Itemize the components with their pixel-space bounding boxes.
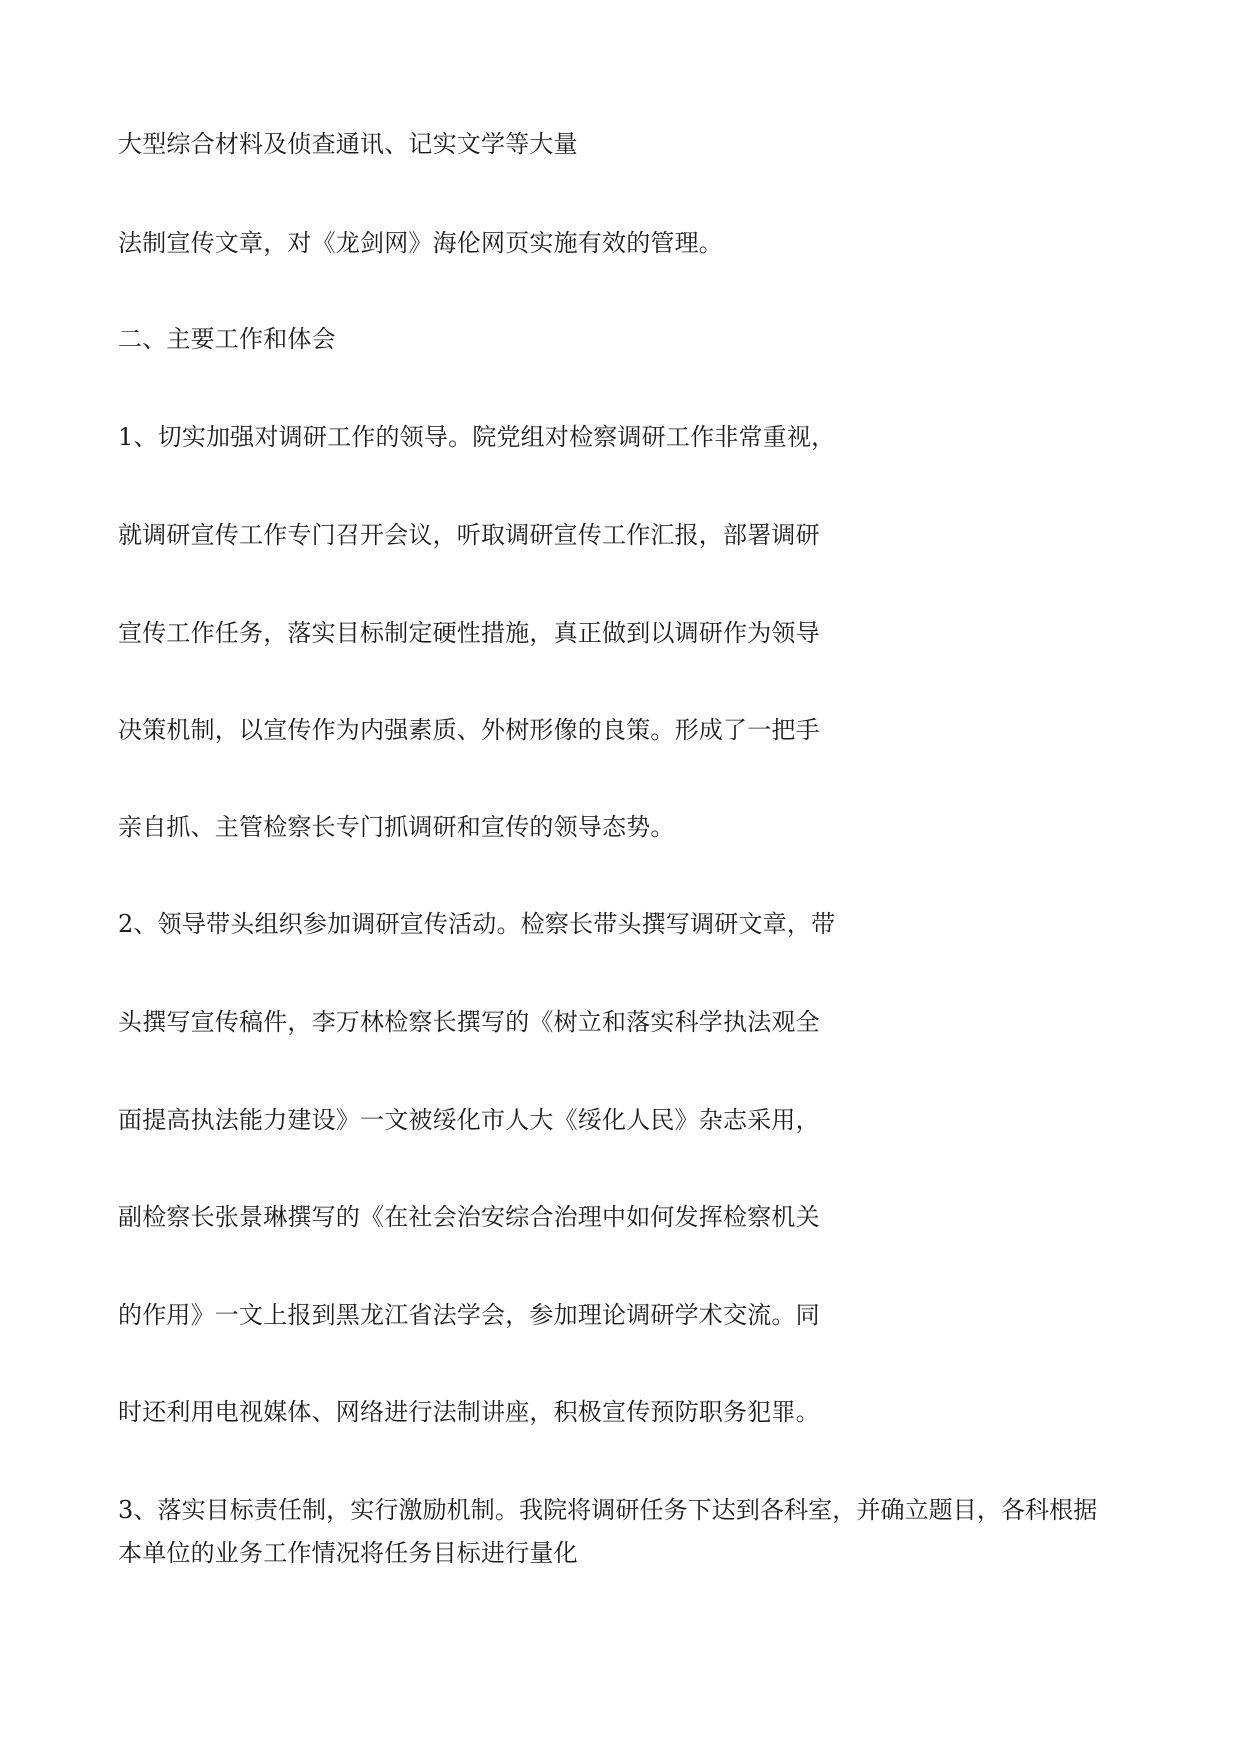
text-line: 3、落实目标责任制，实行激励机制。我院将调研任务下达到各科室，并确立题目，各科根据 bbox=[118, 1496, 1098, 1524]
text-line: 亲自抓、主管检察长专门抓调研和宣传的领导态势。 bbox=[118, 813, 675, 841]
text-line: 副检察长张景琳撰写的《在社会治安综合治理中如何发挥检察机关 bbox=[118, 1203, 820, 1231]
text-line: 本单位的业务工作情况将任务目标进行量化 bbox=[118, 1539, 578, 1567]
text-line: 法制宣传文章，对《龙剑网》海伦网页实施有效的管理。 bbox=[118, 229, 723, 257]
text-line: 就调研宣传工作专门召开会议，听取调研宣传工作汇报，部署调研 bbox=[118, 521, 820, 549]
text-line: 大型综合材料及侦查通讯、记实文学等大量 bbox=[118, 130, 578, 158]
text-line: 1、切实加强对调研工作的领导。院党组对检察调研工作非常重视， bbox=[118, 423, 836, 451]
text-line: 面提高执法能力建设》一文被绥化市人大《绥化人民》杂志采用， bbox=[118, 1106, 820, 1134]
text-line: 头撰写宣传稿件，李万林检察长撰写的《树立和落实科学执法观全 bbox=[118, 1008, 820, 1036]
text-line: 宣传工作任务，落实目标制定硬性措施，真正做到以调研作为领导 bbox=[118, 619, 820, 647]
text-line: 时还利用电视媒体、网络进行法制讲座，积极宣传预防职务犯罪。 bbox=[118, 1398, 820, 1426]
text-line: 2、领导带头组织参加调研宣传活动。检察长带头撰写调研文章，带 bbox=[118, 910, 836, 938]
section-heading: 二、主要工作和体会 bbox=[118, 325, 336, 353]
text-line: 决策机制，以宣传作为内强素质、外树形像的良策。形成了一把手 bbox=[118, 716, 820, 744]
text-line: 的作用》一文上报到黑龙江省法学会，参加理论调研学术交流。同 bbox=[118, 1301, 820, 1329]
